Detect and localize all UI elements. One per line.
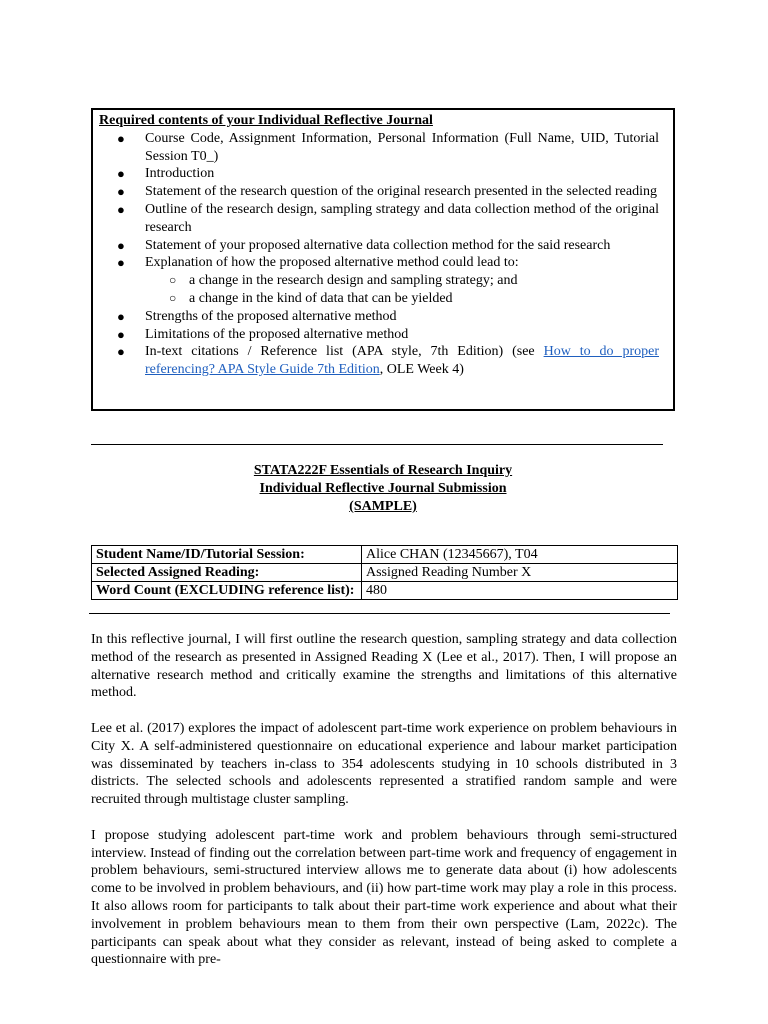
row-label: Word Count (EXCLUDING reference list): — [92, 582, 362, 600]
sample-label: (SAMPLE) — [349, 499, 417, 514]
bullet-icon: ● — [117, 184, 125, 200]
student-info-table — [91, 545, 678, 600]
list-item: ● Statement of your proposed alternative data collection method for the said research — [117, 237, 611, 253]
divider — [89, 613, 670, 614]
required-contents-list — [99, 130, 659, 379]
divider — [91, 444, 663, 445]
row-value: Assigned Reading Number X — [362, 564, 678, 582]
bullet-icon: ● — [117, 308, 125, 324]
apa-guide-link[interactable]: How to do proper referencing? APA Style Guide 7th Edition — [145, 344, 659, 378]
submission-title: Individual Reflective Journal Submission — [259, 481, 507, 496]
list-item: ● Introduction — [117, 166, 215, 182]
submission-heading — [91, 462, 675, 516]
list-item: ● Explanation of how the proposed alternative method could lead to: ○ a change in the research design and sampling strategy; and ○ a change in the kind of data that can be yielded — [99, 254, 659, 307]
bullet-icon: ● — [117, 166, 125, 182]
bullet-icon: ● — [117, 344, 125, 360]
table-row — [92, 546, 678, 564]
paragraph: In this reflective journal, I will first outline the research question, sampling strategy and data collection method of the research as presented in Assigned Reading X (Lee et al., 2017). Then, I will propose an alternative research method and critically examine the strengths and limitations of this alternative method. — [91, 632, 677, 701]
row-label: Student Name/ID/Tutorial Session: — [92, 546, 362, 564]
table-row — [92, 564, 678, 582]
journal-body — [91, 631, 677, 987]
course-title: STATA222F Essentials of Research Inquiry — [253, 463, 513, 478]
bullet-icon: ● — [117, 326, 125, 342]
list-item-citations: ● In-text citations / Reference list (APA style, 7th Edition) (see How to do proper referencing? APA Style Guide 7th Edition, OLE Week 4) — [117, 344, 659, 378]
bullet-icon: ● — [117, 237, 125, 253]
sub-list-item: ○ a change in the kind of data that can be yielded — [169, 290, 453, 306]
list-item: ● Course Code, Assignment Information, Personal Information (Full Name, UID, Tutorial Session T0_) — [117, 130, 659, 164]
sub-list — [145, 272, 659, 308]
circle-bullet-icon: ○ — [169, 290, 177, 305]
table-row — [92, 582, 678, 600]
list-item: ● Statement of the research question of the original research presented in the selected reading — [117, 184, 657, 200]
list-item: ● Strengths of the proposed alternative method — [117, 308, 397, 324]
paragraph: I propose studying adolescent part-time work and problem behaviours through semi-structured interview. Instead of finding out the correlation between part-time work and frequency of engagement in problem behaviours, semi-structured interview allows me to generate data about (i) how adolescents come to be involved in problem behaviours, and (ii) how part-time work may play a role in this process. It also allows room for participants to talk about their part-time work experience and about what their involvement in problem behaviours mean to them from their own perspective (Lam, 2022c). The participants can speak about what they consider as relevant, instead of being asked to complete a questionnaire with pre- — [91, 827, 677, 968]
bullet-icon: ● — [117, 255, 125, 271]
row-label: Selected Assigned Reading: — [92, 564, 362, 582]
bullet-icon: ● — [117, 201, 125, 217]
circle-bullet-icon: ○ — [169, 273, 177, 288]
sub-list-item: ○ a change in the research design and sampling strategy; and — [169, 273, 518, 289]
required-contents-box — [91, 108, 675, 411]
bullet-icon: ● — [117, 130, 125, 146]
row-value: 480 — [362, 582, 678, 600]
paragraph: Lee et al. (2017) explores the impact of adolescent part-time work experience on problem behaviours in City X. A self-administered questionnaire on educational experience and labour market participation was disseminated by teachers in-class to 354 adolescents studying in 10 schools distributed in 3 districts. The selected schools and adolescents represented a stratified random sample and were recruited through multistage cluster sampling. — [91, 720, 677, 808]
row-value: Alice CHAN (12345667), T04 — [362, 546, 678, 564]
list-item: ● Limitations of the proposed alternative method — [117, 326, 409, 342]
list-item: ● Outline of the research design, sampling strategy and data collection method of the original research — [117, 201, 659, 235]
required-contents-title: Required contents of your Individual Reflective Journal — [99, 113, 433, 128]
